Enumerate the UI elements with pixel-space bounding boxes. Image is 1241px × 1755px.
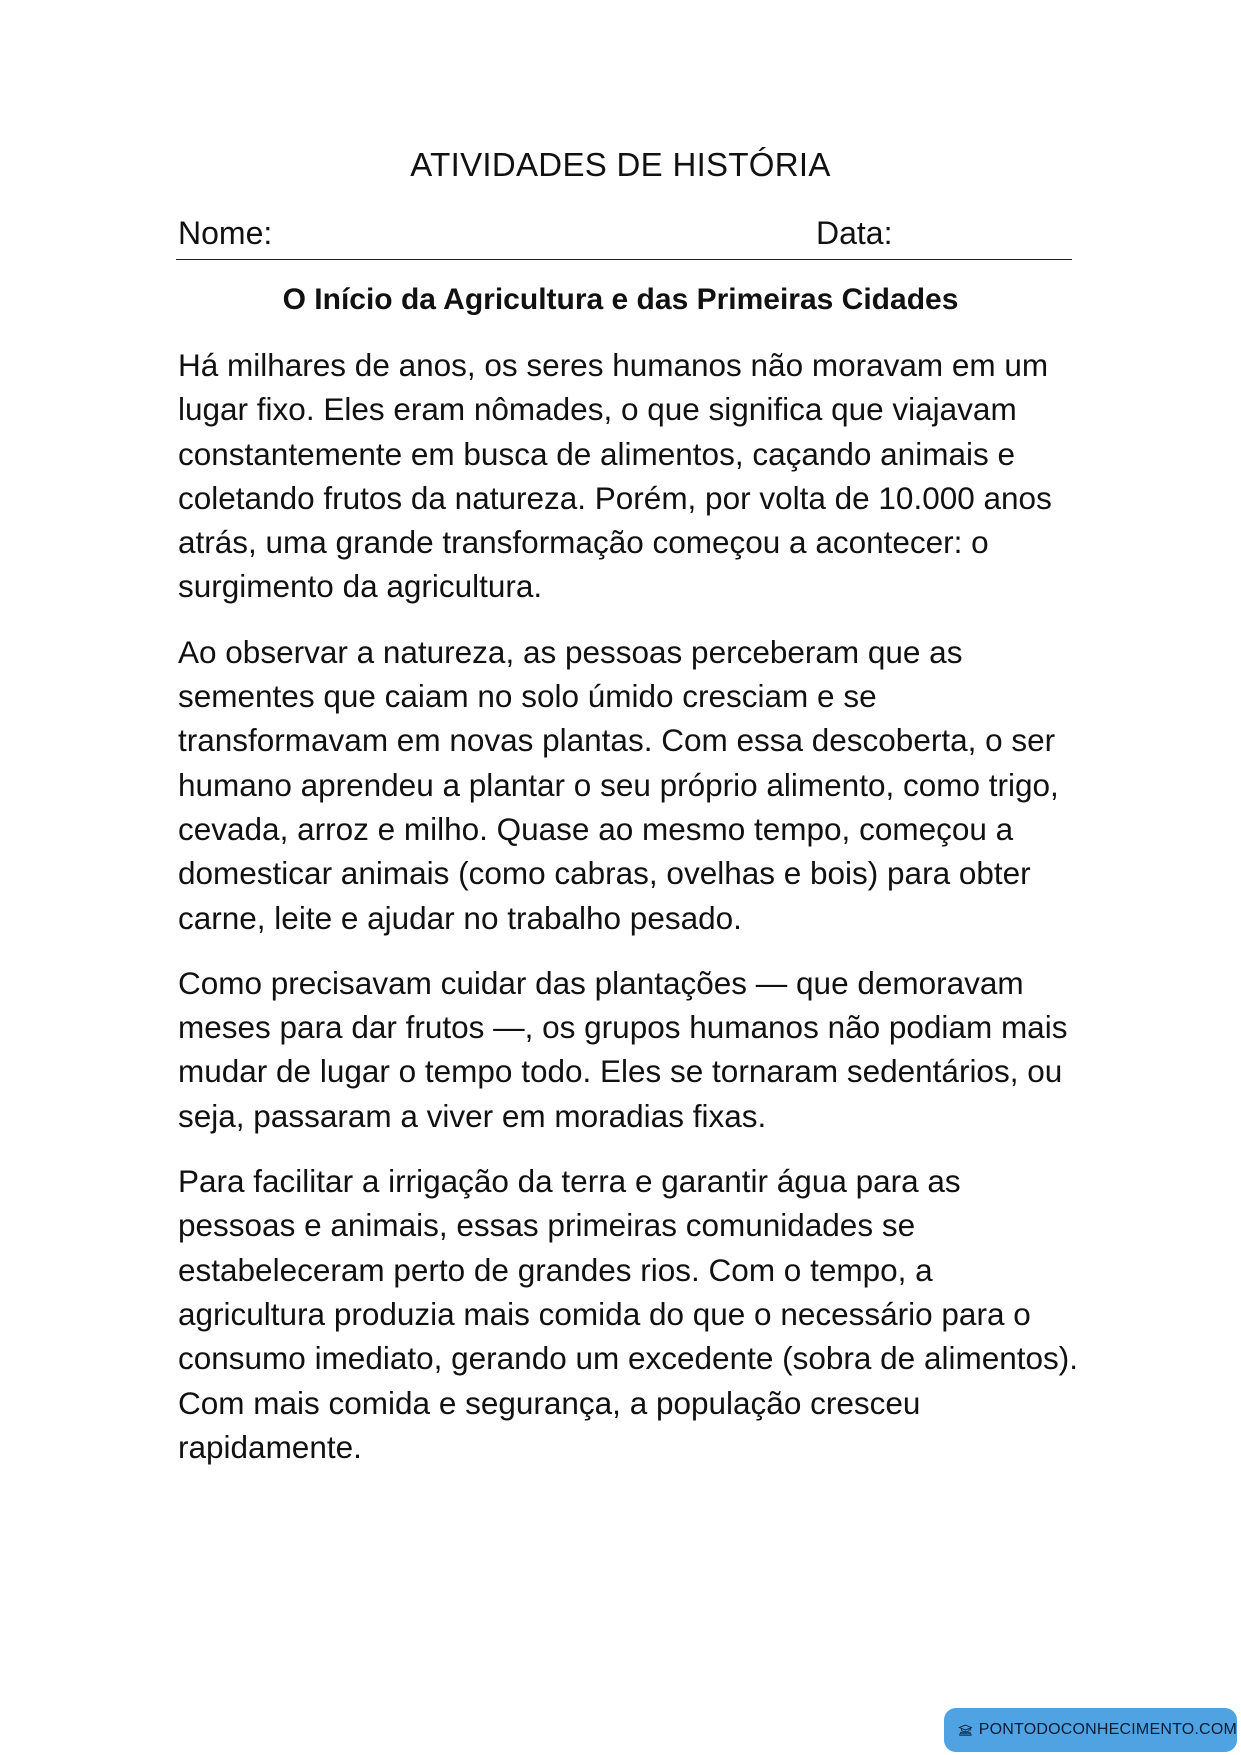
name-date-row — [176, 213, 1072, 260]
article-title: O Início da Agricultura e das Primeiras Cidades — [282, 283, 959, 316]
page-title: ATIVIDADES DE HISTÓRIA — [410, 146, 831, 183]
site-badge[interactable] — [944, 1708, 1237, 1752]
paragraph: Há milhares de anos, os seres humanos não moravam em um lugar fixo. Eles eram nômades, o que significa que viajavam constantemente em busca de alimentos, caçando animais e coletando frutos da natureza. Porém, por volta de 10.000 anos atrás, uma grande transformação começou a acontecer: o surgimento da agricultura. — [178, 347, 1052, 605]
name-label: Nome: — [178, 215, 273, 251]
paragraph: Para facilitar a irrigação da terra e garantir água para as pessoas e animais, essas primeiras comunidades se estabeleceram perto de grandes rios. Com o tempo, a agricultura produzia mais comida do que o necessário para o consumo imediato, gerando um excedente (sobra de alimentos). Com mais comida e segurança, a população cresceu rapidamente. — [178, 1163, 1078, 1465]
article-body — [178, 343, 1078, 1490]
paragraph: Como precisavam cuidar das plantações — que demoravam meses para dar frutos —, os grupos humanos não podiam mais mudar de lugar o tempo todo. Eles se tornaram sedentários, ou seja, passaram a viver em moradias fixas. — [178, 964, 1068, 1134]
paragraph: Ao observar a natureza, as pessoas perceberam que as sementes que caiam no solo úmido cresciam e se transformavam em novas plantas. Com essa descoberta, o ser humano aprendeu a plantar o seu próprio alimento, como trigo, cevada, arroz e milho. Quase ao mesmo tempo, começou a domesticar animais (como cabras, ovelhas e bois) para obter carne, leite e ajudar no trabalho pesado. — [178, 633, 1059, 936]
graduation-books-icon — [958, 1715, 973, 1745]
date-label: Data: — [816, 215, 893, 251]
site-label: PONTODOCONHECIMENTO.COM — [978, 1721, 1237, 1738]
